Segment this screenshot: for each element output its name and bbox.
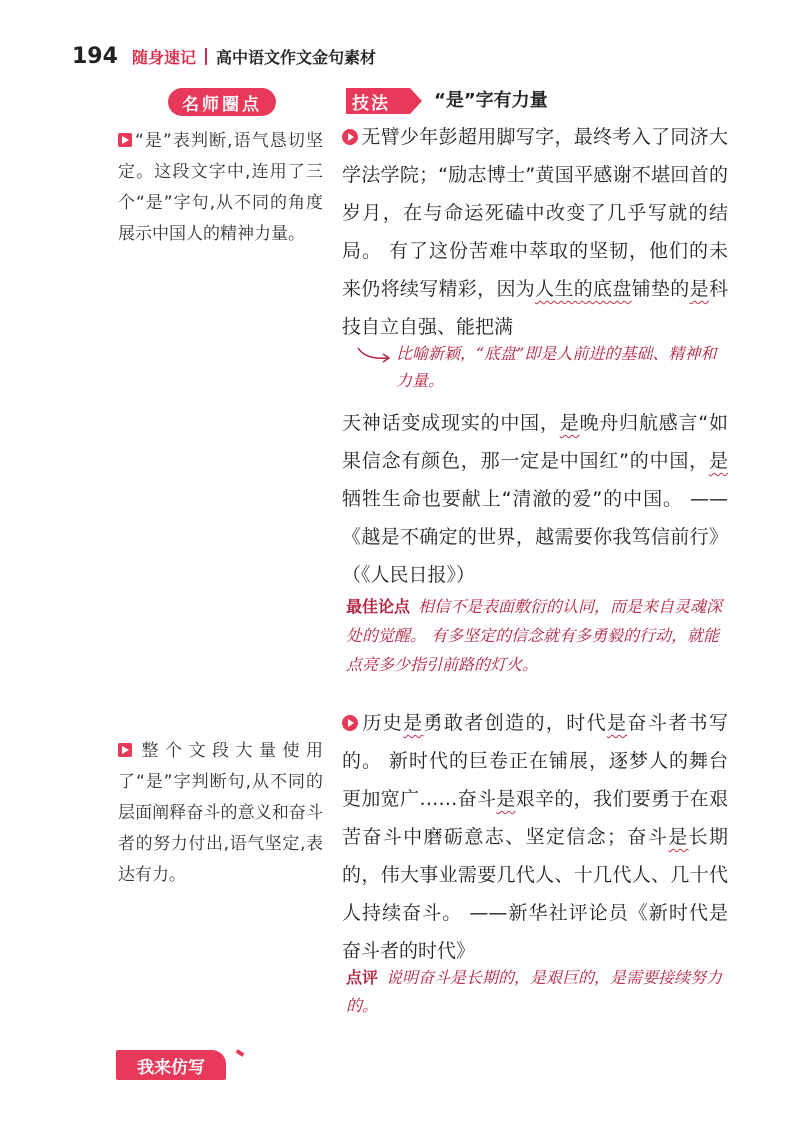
passage-text: 长期的，伟大事业需要几代人、十几代人、几十代人持续奋斗。 ——新华社评论员《新时代是奋斗者的时代》 bbox=[342, 826, 728, 962]
passage-text: 晚舟归航感言“如果信念有颜色，那一定是中国红”的中国， bbox=[342, 412, 728, 472]
passage-text: 科技自立自强、能把满 bbox=[342, 278, 728, 338]
highlight-shi: 是 bbox=[559, 412, 580, 434]
technique-arrow-icon bbox=[410, 88, 422, 114]
highlight-shi: 是 bbox=[496, 788, 516, 810]
book-title: 高中语文作文金句素材 bbox=[215, 47, 376, 67]
passage-text: 奋斗者书写的。 新时代的巨卷正在铺展，逐梦人的舞台更加宽广……奋斗 bbox=[342, 712, 728, 810]
practice-tag: 我来仿写 bbox=[116, 1050, 226, 1080]
play-bullet-icon bbox=[342, 715, 358, 731]
highlight-phrase: 人生的底盘 bbox=[535, 278, 632, 300]
page-header bbox=[72, 40, 376, 72]
highlight-shi: 是 bbox=[689, 278, 709, 300]
comment-text: 说明奋斗是长期的，是艰巨的，是需要接续努力的。 bbox=[346, 968, 723, 1015]
passage-1-part-b bbox=[342, 404, 728, 594]
passage-text: 历史 bbox=[361, 712, 404, 734]
highlight-shi: 是 bbox=[708, 450, 728, 472]
side-note-2 bbox=[118, 736, 323, 891]
note-marker-icon bbox=[118, 743, 132, 757]
series-title: 随身速记 bbox=[131, 47, 196, 67]
technique-title: “是”字有力量 bbox=[434, 90, 548, 111]
teacher-notes-badge: 名师圈点 bbox=[168, 88, 276, 116]
passage-text: 无臂少年彭超用脚写字，最终考入了同济大学法学院；“励志博士”黄国平感谢不堪回首的岁月，在与命运死磕中改变了几乎写就的结局。 有了这份苦难中萃取的坚韧，他们的未来仍将续写精彩，因为 bbox=[342, 126, 728, 300]
side-note-1 bbox=[118, 126, 323, 250]
passage-text: 牺牲生命也要献上“清澈的爱”的中国。 ——《越是不确定的世界，越需要你我笃信前行》（《人民日报》） bbox=[342, 488, 728, 586]
annotation-1: 比喻新颖，“底盘”即是人前进的基础、精神和力量。 bbox=[396, 344, 717, 390]
note-marker-icon bbox=[118, 133, 132, 147]
page-number: 194 bbox=[72, 43, 118, 69]
passage-text: 勇敢者创造的，时代 bbox=[423, 712, 608, 734]
best-point-label: 最佳论点 bbox=[346, 597, 411, 616]
side-note-1-text: “是”表判断,语气恳切坚定。这段文字中,连用了三个“是”字句,从不同的角度展示中国人的精神力量。 bbox=[118, 131, 323, 244]
passage-text: 天神话变成现实的中国， bbox=[342, 412, 560, 434]
comment bbox=[346, 964, 732, 1020]
passage-text: 艰辛的，我们要勇于在艰苦奋斗中磨砺意志、坚定信念；奋斗 bbox=[342, 788, 728, 848]
passage-2 bbox=[342, 704, 728, 970]
passage-text: 铺垫的 bbox=[631, 278, 690, 300]
highlight-shi: 是 bbox=[607, 712, 628, 734]
technique-tag: 技法 bbox=[346, 88, 410, 114]
header-divider bbox=[205, 48, 207, 65]
highlight-shi: 是 bbox=[668, 826, 689, 848]
play-bullet-icon bbox=[342, 129, 358, 145]
tag-accent-mark bbox=[236, 1049, 245, 1057]
annotation-arrow-icon bbox=[356, 346, 392, 364]
comment-label: 点评 bbox=[346, 968, 379, 987]
best-point-text: 相信不是表面敷衍的认同，而是来自灵魂深处的觉醒。 有多坚定的信念就有多勇毅的行动，就能点亮多少指引前路的灯火。 bbox=[346, 597, 723, 674]
passage-1-part-a bbox=[342, 118, 728, 346]
highlight-shi: 是 bbox=[403, 712, 424, 734]
best-point bbox=[346, 592, 732, 679]
side-note-2-text: 整个文段大量使用了“是”字判断句,从不同的层面阐释奋斗的意义和奋斗者的努力付出,语气坚定,表达有力。 bbox=[118, 741, 323, 885]
